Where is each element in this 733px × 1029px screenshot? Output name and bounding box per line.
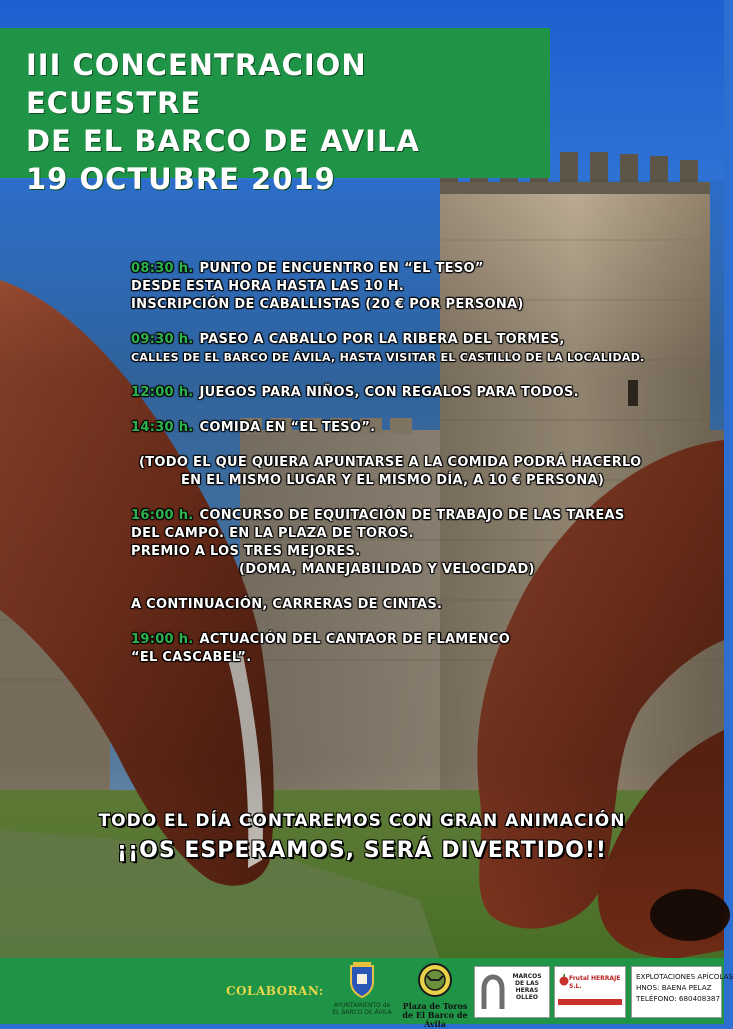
invitation-slogan: ¡¡OS ESPERAMOS, SERÁ DIVERTIDO!! xyxy=(117,838,607,863)
schedule-text: PUNTO DE ENCUENTRO EN “EL TESO” xyxy=(199,261,484,276)
schedule-time: 12:00 h. xyxy=(131,385,194,400)
schedule-item xyxy=(131,507,711,525)
plaza-label-line1: Plaza de Toros xyxy=(402,1001,468,1011)
ayuntamiento-label: AYUNTAMIENTO de EL BARCO DE ÁVILA xyxy=(332,1002,392,1016)
apicolas-phone: TELÉFONO: 680408387 xyxy=(636,994,721,1003)
schedule-time: 16:00 h. xyxy=(131,508,194,523)
frutal-label: Frutal HERRAJE S.L. xyxy=(569,975,621,990)
schedule-text: (DOMA, MANEJABILIDAD Y VELOCIDAD) xyxy=(239,562,535,577)
event-schedule xyxy=(131,260,711,667)
marcos-label: MARCOS DE LAS HERAS OLLEO xyxy=(512,973,542,1001)
schedule-continuation: A CONTINUACIÓN, CARRERAS DE CINTAS. xyxy=(131,597,443,612)
schedule-text: CONCURSO DE EQUITACIÓN DE TRABAJO DE LAS TAREAS xyxy=(199,508,625,523)
schedule-text: ACTUACIÓN DEL CANTAOR DE FLAMENCO xyxy=(199,632,511,647)
schedule-text: CALLES DE EL BARCO DE ÁVILA, HASTA VISITAR EL CASTILLO DE LA LOCALIDAD. xyxy=(131,351,645,364)
schedule-time: 09:30 h. xyxy=(131,332,194,347)
coat-of-arms-icon xyxy=(347,962,377,998)
schedule-text: PREMIO A LOS TRES MEJORES. xyxy=(131,544,361,559)
sponsors-footer xyxy=(0,958,733,1029)
bull-ring-icon xyxy=(415,962,455,998)
schedule-note: (TODO EL QUE QUIERA APUNTARSE A LA COMIDA PODRÁ HACERLO xyxy=(139,455,642,470)
ayuntamiento-logo xyxy=(332,962,392,1022)
schedule-text: PASEO A CABALLO POR LA RIBERA DEL TORMES, xyxy=(199,332,565,347)
schedule-text: INSCRIPCIÓN DE CABALLISTAS (20 € POR PERSONA) xyxy=(131,297,524,312)
schedule-item xyxy=(131,384,711,402)
schedule-text: DESDE ESTA HORA HASTA LAS 10 H. xyxy=(131,279,405,294)
apicolas-line1: EXPLOTACIONES APÍCOLAS xyxy=(636,972,733,981)
frutal-stripe xyxy=(558,999,622,1005)
event-date: 19 OCTUBRE 2019 xyxy=(26,162,336,196)
schedule-time: 19:00 h. xyxy=(131,632,194,647)
schedule-time: 08:30 h. xyxy=(131,261,194,276)
schedule-item xyxy=(131,631,711,649)
event-location: DE EL BARCO DE AVILA xyxy=(26,124,420,158)
plaza-de-toros-logo xyxy=(400,962,470,1029)
frutal-herraje-logo xyxy=(554,966,626,1018)
schedule-note: EN EL MISMO LUGAR Y EL MISMO DÍA, A 10 € PERSONA) xyxy=(181,473,605,488)
closing-message xyxy=(0,808,724,868)
schedule-text: “EL CASCABEL”. xyxy=(131,650,252,665)
schedule-item xyxy=(131,331,711,349)
collaborators-label: COLABORAN: xyxy=(226,984,324,998)
horseshoe-icon xyxy=(478,973,508,1013)
event-title: III CONCENTRACION ECUESTRE xyxy=(26,48,367,120)
animation-note: TODO EL DÍA CONTAREMOS CON GRAN ANIMACIÓN xyxy=(98,811,626,831)
fruit-icon xyxy=(558,974,570,986)
plaza-label-line2: de El Barco de Ávila xyxy=(402,1010,468,1029)
schedule-text: JUEGOS PARA NIÑOS, CON REGALOS PARA TODOS. xyxy=(199,385,579,400)
schedule-item xyxy=(131,419,711,437)
title-banner xyxy=(0,28,550,196)
schedule-item xyxy=(131,260,711,278)
schedule-time: 14:30 h. xyxy=(131,420,194,435)
schedule-text: COMIDA EN “EL TESO”. xyxy=(199,420,376,435)
apicolas-line2: HNOS: BAENA PELAZ xyxy=(636,983,712,992)
marcos-de-las-heras-logo xyxy=(474,966,550,1018)
schedule-text: DEL CAMPO. EN LA PLAZA DE TOROS. xyxy=(131,526,414,541)
explotaciones-apicolas-card xyxy=(631,966,733,1018)
